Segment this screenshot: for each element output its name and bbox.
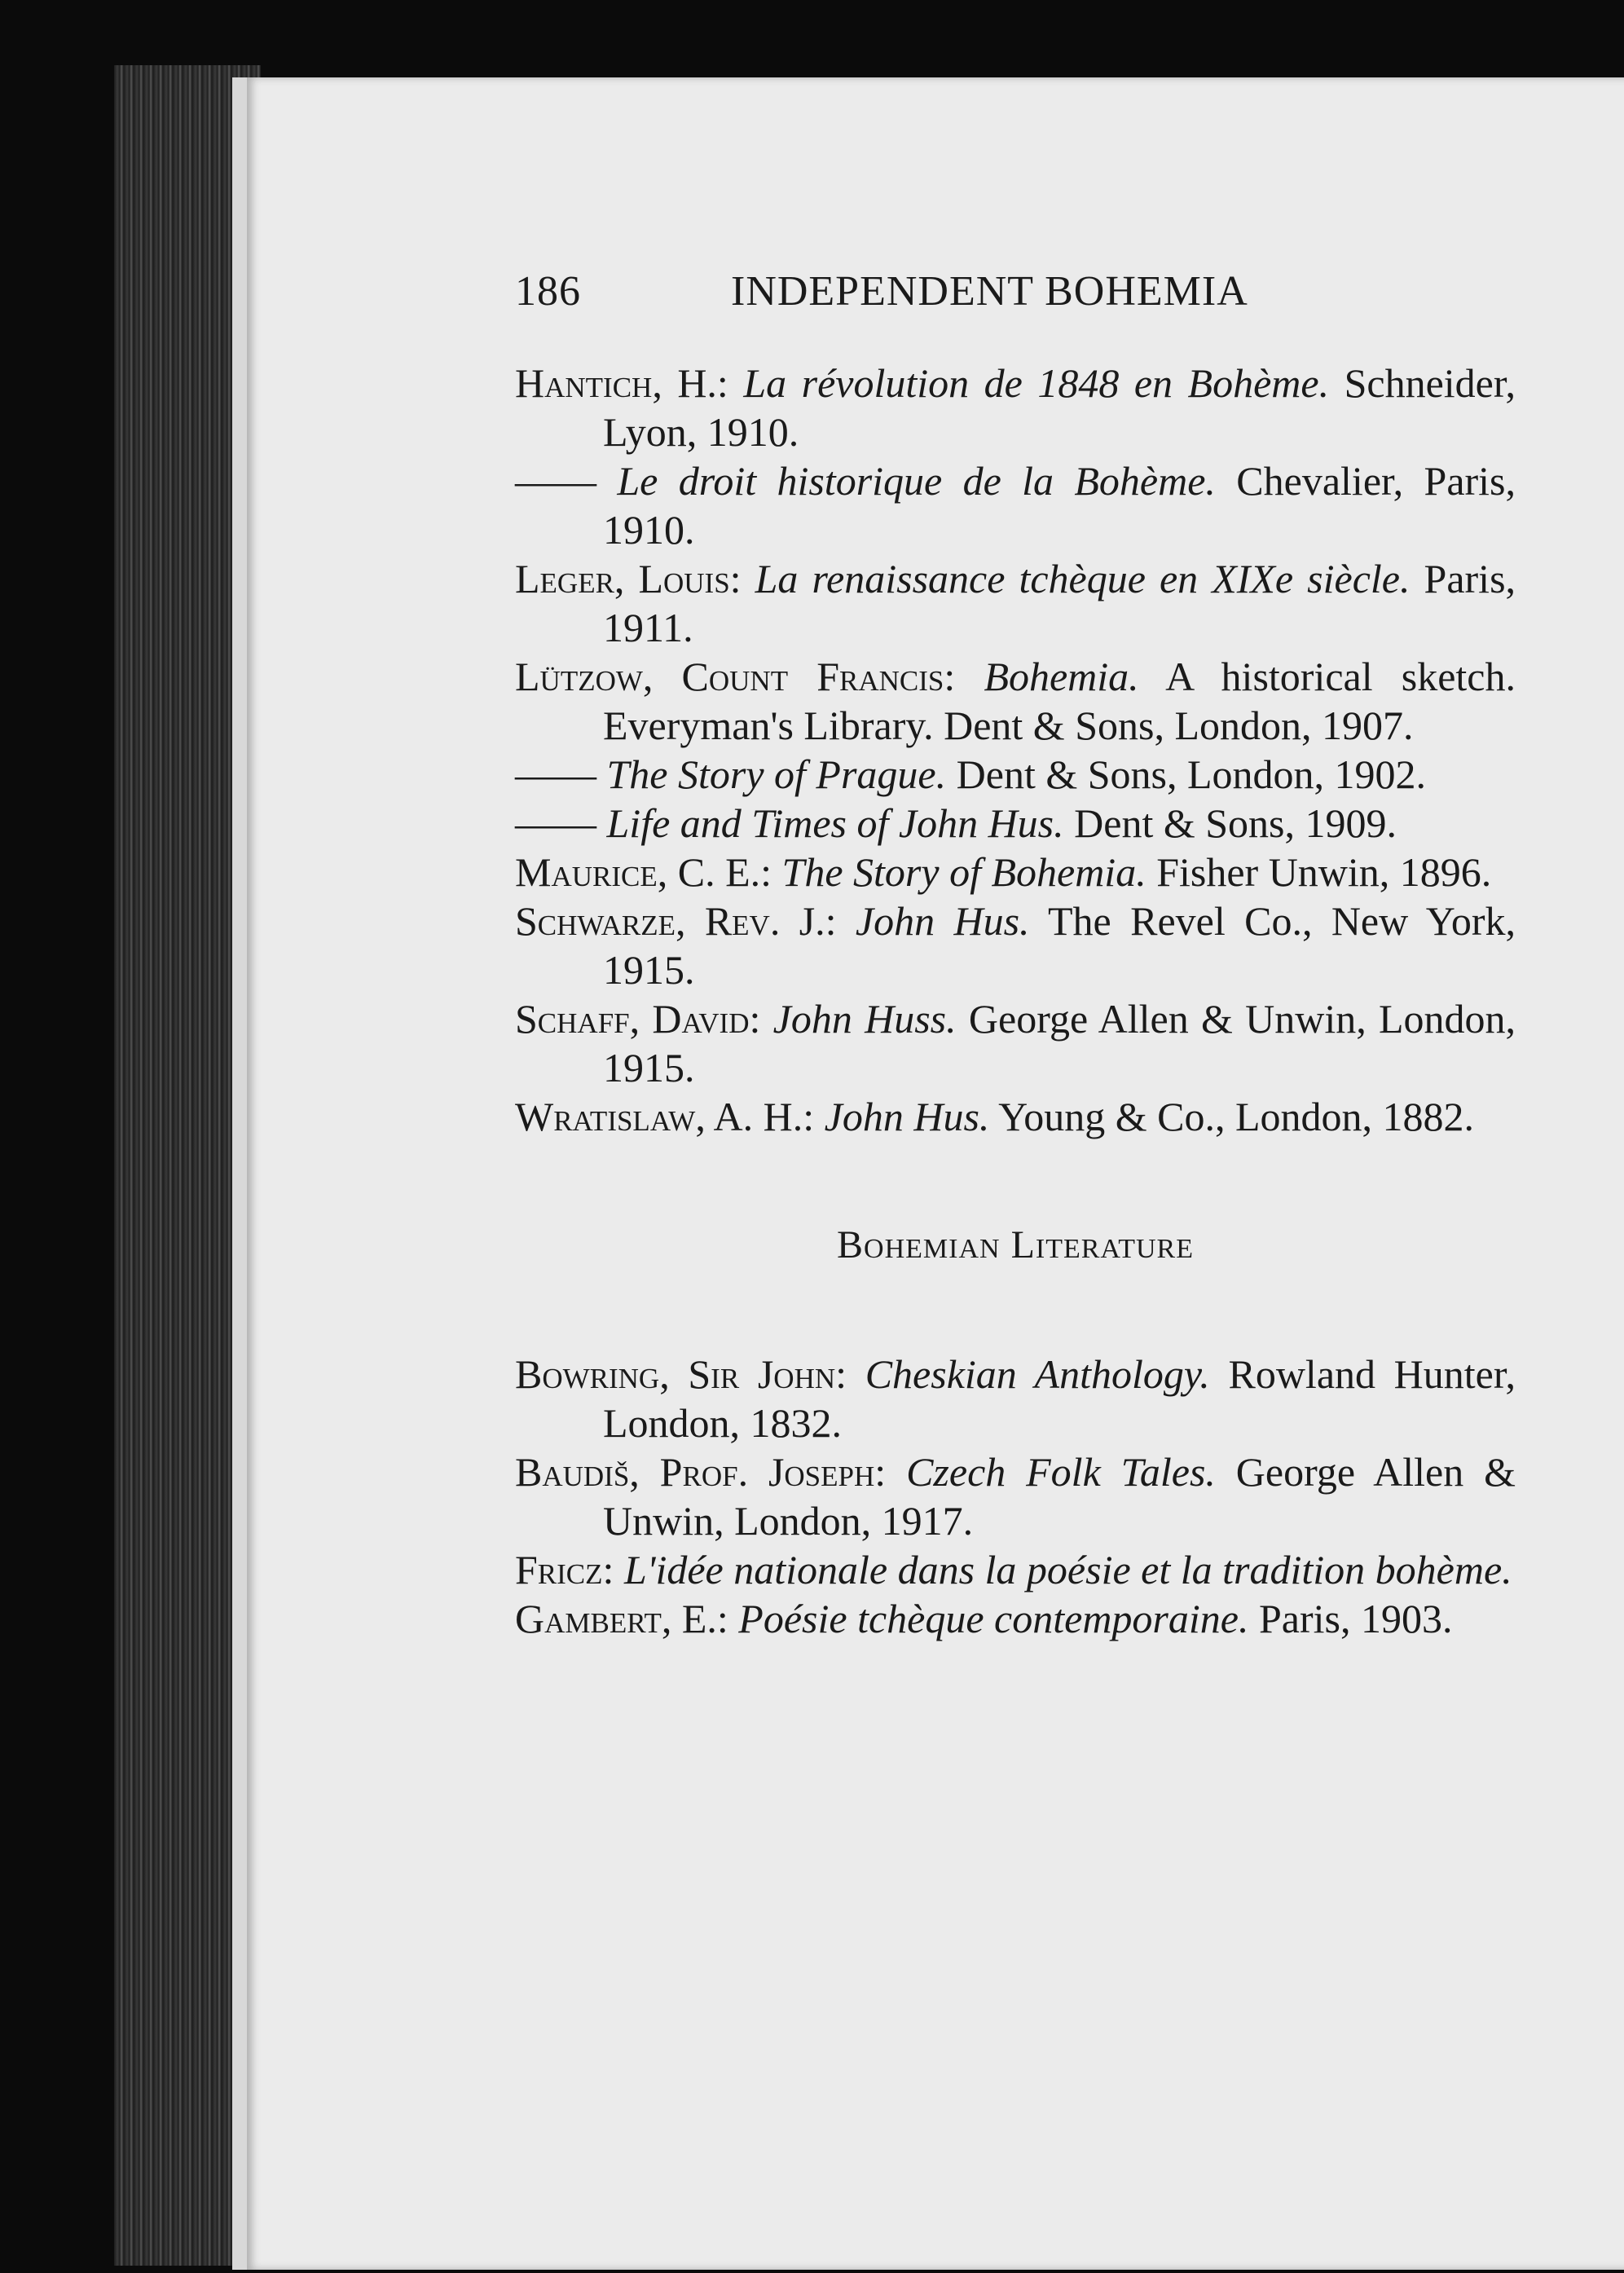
entry-details: Paris, 1903. — [1258, 1596, 1453, 1641]
entry-details: A historical sketch. Everyman's Library. Dent & Sons, London, 1907. — [603, 654, 1516, 748]
entry-details: Rowland Hunter, London, 1832. — [603, 1351, 1516, 1446]
entry-title: Bohemia. — [984, 654, 1139, 699]
entry-author: Wratislaw, A. H.: — [515, 1094, 815, 1139]
entry-title: La renaissance tchèque en XIXe siècle. — [755, 556, 1411, 601]
bibliography-entry — [515, 1447, 1516, 1545]
entry-author: Leger, Louis: — [515, 556, 742, 601]
entry-author: Fricz: — [515, 1547, 614, 1592]
entry-author: Schaff, David: — [515, 996, 761, 1042]
entry-details: Schneider, Lyon, 1910. — [603, 360, 1516, 455]
bibliography-entry — [515, 750, 1516, 799]
entry-author: —— — [515, 800, 596, 846]
entry-title: The Story of Bohemia. — [781, 849, 1146, 895]
entry-title: John Huss. — [772, 996, 957, 1042]
bibliography — [515, 359, 1516, 1643]
entry-details: Young & Co., London, 1882. — [998, 1094, 1474, 1139]
bibliography-entry — [515, 456, 1516, 554]
bibliography-entry — [515, 1350, 1516, 1447]
entry-title: Cheskian Anthology. — [865, 1351, 1210, 1397]
bibliography-entry — [515, 1594, 1516, 1643]
entry-title: John Hus. — [855, 898, 1030, 944]
bibliography-entry — [515, 896, 1516, 994]
entry-details: Dent & Sons, London, 1902. — [956, 751, 1427, 797]
entry-title: Le droit historique de la Bohème. — [617, 458, 1216, 504]
bibliography-entry — [515, 848, 1516, 896]
entry-title: L'idée nationale dans la poésie et la tradition bohème. — [623, 1547, 1512, 1592]
bibliography-entry — [515, 1092, 1516, 1141]
entry-author: —— — [515, 751, 596, 797]
entry-author: Gambert, E.: — [515, 1596, 728, 1641]
page-number: 186 — [515, 268, 581, 315]
running-title: INDEPENDENT BOHEMIA — [731, 268, 1248, 315]
bibliography-entry — [515, 799, 1516, 848]
entry-details: Chevalier, Paris, 1910. — [603, 458, 1516, 553]
entry-list-b — [515, 1350, 1516, 1643]
bibliography-entry — [515, 652, 1516, 750]
entry-list-a — [515, 359, 1516, 1141]
entry-title: The Story of Prague. — [606, 751, 947, 797]
entry-author: Maurice, C. E.: — [515, 849, 772, 895]
entry-details: Dent & Sons, 1909. — [1074, 800, 1397, 846]
section-heading: Bohemian Literature — [837, 1223, 1194, 1266]
bibliography-entry — [515, 994, 1516, 1092]
running-header — [515, 267, 1574, 315]
entry-author: Hantich, H.: — [515, 360, 728, 406]
bibliography-entry — [515, 1545, 1516, 1594]
entry-author: —— — [515, 458, 596, 504]
entry-title: Czech Folk Tales. — [906, 1449, 1216, 1495]
entry-details: The Revel Co., New York, 1915. — [603, 898, 1516, 993]
entry-details: Fisher Unwin, 1896. — [1156, 849, 1492, 895]
entry-title: Life and Times of John Hus. — [606, 800, 1064, 846]
entry-title: La révolution de 1848 en Bohème. — [743, 360, 1330, 406]
entry-author: Baudiš, Prof. Joseph: — [515, 1449, 887, 1495]
entry-author: Bowring, Sir John: — [515, 1351, 847, 1397]
entry-details: George Allen & Unwin, London, 1915. — [603, 996, 1516, 1090]
entry-details: Paris, 1911. — [603, 556, 1516, 650]
entry-details: George Allen & Unwin, London, 1917. — [603, 1449, 1516, 1544]
bibliography-entry — [515, 359, 1516, 456]
entry-author: Lützow, Count Francis: — [515, 654, 956, 699]
entry-title: John Hus. — [824, 1094, 990, 1139]
entry-author: Schwarze, Rev. J.: — [515, 898, 837, 944]
bibliography-entry — [515, 554, 1516, 652]
entry-title: Poésie tchèque contemporaine. — [738, 1596, 1249, 1641]
